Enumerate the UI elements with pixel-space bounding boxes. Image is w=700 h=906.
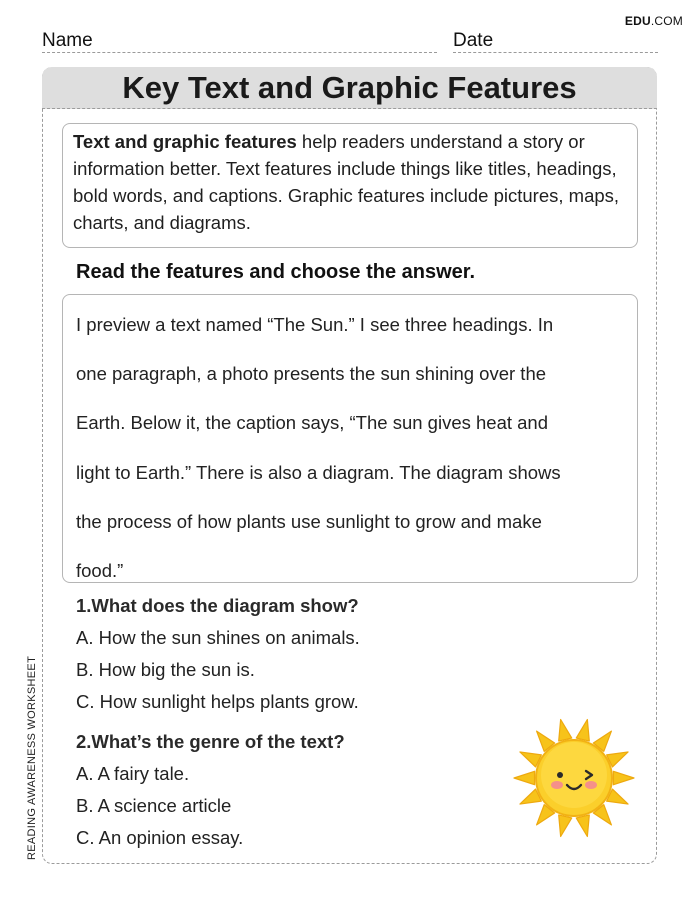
question-2: 2.What’s the genre of the text? (76, 731, 345, 752)
brand-logo (625, 14, 683, 28)
q2-option-b[interactable]: B. A science article (76, 795, 232, 816)
sun-ray (576, 720, 589, 742)
sun-ray (559, 720, 572, 742)
q2-option-a[interactable]: A. A fairy tale. (76, 763, 190, 784)
name-field[interactable] (42, 30, 437, 53)
passage-line: light to Earth.” There is also a diagram. The diagram shows (76, 461, 561, 483)
name-label: Name (42, 30, 93, 51)
q1-option-b[interactable]: B. How big the sun is. (76, 659, 255, 680)
passage-line: one paragraph, a photo presents the sun shining over the (76, 363, 547, 385)
worksheet-title: Key Text and Graphic Features (122, 70, 577, 105)
sun-illustration (511, 715, 637, 841)
passage-box (62, 294, 638, 583)
right-cheek-icon (585, 781, 597, 789)
title-bar (42, 67, 657, 109)
sun-ray (613, 771, 634, 784)
left-cheek-icon (551, 781, 563, 789)
question-1: 1.What does the diagram show? (76, 595, 359, 616)
passage-line: food.” (76, 560, 124, 582)
brand-logo-bold: EDU (624, 14, 651, 28)
side-label: READING AWARENESS WORKSHEET (26, 655, 38, 860)
intro-body: help readers understand a story or information better. Text features include things like titles, headings, bold words, and captions. Graphic features include pictures, maps, charts, and diagrams. (73, 131, 620, 233)
passage-line: the process of how plants use sunlight to grow and make (76, 510, 542, 532)
passage-line: Earth. Below it, the caption says, “The sun gives heat and (76, 412, 549, 434)
intro-box (62, 123, 638, 248)
q2-option-c[interactable]: C. An opinion essay. (76, 827, 244, 848)
q1-option-c[interactable]: C. How sunlight helps plants grow. (76, 691, 359, 712)
q1-option-a[interactable]: A. How the sun shines on animals. (76, 627, 360, 648)
sun-face-highlight (541, 742, 607, 808)
passage-line: I preview a text named “The Sun.” I see three headings. In (76, 314, 554, 335)
sun-ray (514, 771, 535, 784)
instruction: Read the features and choose the answer. (76, 261, 476, 283)
brand-logo-rest: .COM (650, 14, 683, 28)
left-eye-icon (557, 772, 563, 778)
sun-ray (576, 815, 589, 837)
date-label: Date (453, 30, 494, 51)
date-field[interactable] (453, 30, 658, 53)
intro-bold-lead: Text and graphic features (73, 131, 297, 152)
sun-ray (559, 815, 572, 837)
